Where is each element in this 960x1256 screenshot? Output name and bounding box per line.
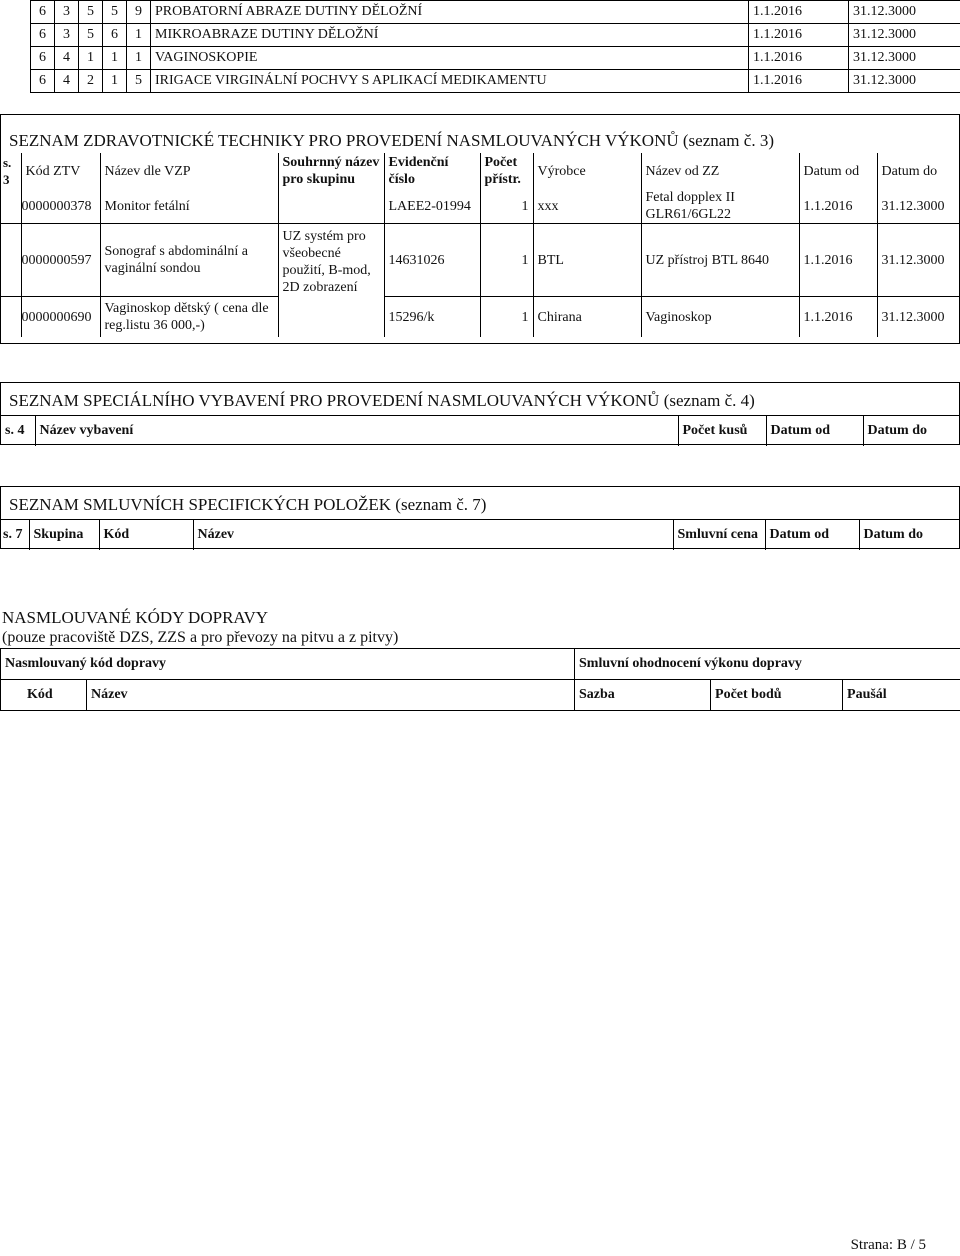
col-header: Kód bbox=[1, 680, 87, 711]
procedure-name: PROBATORNÍ ABRAZE DUTINY DĚLOŽNÍ bbox=[151, 1, 749, 24]
col-header-datum-od: Datum od bbox=[799, 153, 877, 189]
col-header-evidencni: Evidenční číslo bbox=[384, 153, 480, 189]
col-header-souhrnny: Souhrnný název pro skupinu bbox=[278, 153, 384, 189]
table-row bbox=[1, 189, 959, 224]
procedure-to: 31.12.3000 bbox=[849, 70, 960, 93]
procedure-c2: 4 bbox=[55, 70, 79, 93]
procedure-c3: 1 bbox=[79, 47, 103, 70]
procedure-row bbox=[31, 24, 960, 47]
seznam-4-section bbox=[0, 382, 960, 445]
col-header: Datum od bbox=[765, 520, 859, 551]
seznam-7-title: SEZNAM SMLUVNÍCH SPECIFICKÝCH POLOŽEK (seznam č. 7) bbox=[9, 495, 487, 514]
row-nazev-zz: Vaginoskop bbox=[641, 297, 799, 338]
col-header: Datum od bbox=[766, 416, 863, 447]
procedure-name: MIKROABRAZE DUTINY DĚLOŽNÍ bbox=[151, 24, 749, 47]
row-vyrobce: xxx bbox=[533, 189, 641, 224]
col-header: Název bbox=[87, 680, 575, 711]
procedure-c5: 1 bbox=[127, 24, 151, 47]
row-nazev: Vaginoskop dětský ( cena dle reg.listu 36 000,-) bbox=[100, 297, 278, 338]
procedure-c2: 4 bbox=[55, 47, 79, 70]
col-header-datum-do: Datum do bbox=[881, 163, 938, 179]
col-header: Sazba bbox=[575, 680, 711, 711]
seznam-4-title: SEZNAM SPECIÁLNÍHO VYBAVENÍ PRO PROVEDENÍ NASMLOUVANÝCH VÝKONŮ (seznam č. 4) bbox=[9, 391, 755, 410]
col-header: Název vybavení bbox=[35, 416, 678, 447]
row-datum-od: 1.1.2016 bbox=[799, 189, 877, 224]
row-nazev: Monitor fetální bbox=[100, 189, 278, 224]
row-vyrobce: Chirana bbox=[533, 297, 641, 338]
row-pocet: 1 bbox=[480, 224, 533, 297]
procedure-c3: 5 bbox=[79, 24, 103, 47]
table-row bbox=[1, 224, 959, 297]
procedure-c4: 1 bbox=[103, 70, 127, 93]
procedure-c4: 6 bbox=[103, 24, 127, 47]
row-datum-do: 31.12.3000 bbox=[877, 224, 959, 297]
row-evidencni: LAEE2-01994 bbox=[384, 189, 480, 224]
col-header-kod: Kód ZTV bbox=[21, 153, 100, 189]
col-header: Kód bbox=[99, 520, 193, 551]
row-nazev-zz: UZ přístroj BTL 8640 bbox=[641, 224, 799, 297]
col-header: Datum do bbox=[859, 520, 959, 551]
col-header: Název bbox=[193, 520, 673, 551]
procedure-c3: 5 bbox=[79, 1, 103, 24]
procedure-c2: 3 bbox=[55, 24, 79, 47]
col-header-vyrobce: Výrobce bbox=[533, 153, 641, 189]
doprava-subtitle: (pouze pracoviště DZS, ZZS a pro převozy na pitvu a z pitvy) bbox=[2, 629, 399, 646]
col-header: s. 7 bbox=[1, 520, 29, 551]
procedure-from: 1.1.2016 bbox=[749, 1, 849, 24]
row-pocet: 1 bbox=[480, 297, 533, 338]
col-header: s. 4 bbox=[1, 416, 35, 447]
doprava-header-right: Smluvní ohodnocení výkonu dopravy bbox=[575, 649, 960, 680]
seznam-3-title: SEZNAM ZDRAVOTNICKÉ TECHNIKY PRO PROVEDENÍ NASMLOUVANÝCH VÝKONŮ (seznam č. 3) bbox=[9, 131, 774, 150]
col-header-pocet: Počet přístr. bbox=[480, 153, 533, 189]
procedure-row bbox=[31, 1, 960, 24]
procedure-c5: 1 bbox=[127, 47, 151, 70]
row-evidencni: 14631026 bbox=[384, 224, 480, 297]
seznam-4-table bbox=[1, 415, 959, 446]
seznam-3-section bbox=[0, 114, 960, 344]
col-header: Počet kusů bbox=[678, 416, 766, 447]
doprava-title: NASMLOUVANÉ KÓDY DOPRAVY bbox=[2, 608, 269, 627]
procedure-to: 31.12.3000 bbox=[849, 47, 960, 70]
procedure-row bbox=[31, 70, 960, 93]
col-header-nazev-vzp: Název dle VZP bbox=[100, 153, 278, 189]
table-row bbox=[1, 297, 959, 338]
col-header: Skupina bbox=[29, 520, 99, 551]
procedure-from: 1.1.2016 bbox=[749, 47, 849, 70]
procedure-c4: 5 bbox=[103, 1, 127, 24]
procedure-c4: 1 bbox=[103, 47, 127, 70]
col-header: Počet bodů bbox=[711, 680, 843, 711]
procedure-c3: 2 bbox=[79, 70, 103, 93]
procedure-c5: 9 bbox=[127, 1, 151, 24]
seznam-3-table bbox=[1, 153, 959, 337]
row-kod: 0000000597 bbox=[21, 224, 100, 297]
procedure-from: 1.1.2016 bbox=[749, 24, 849, 47]
doprava-header-left: Nasmlouvaný kód dopravy bbox=[1, 649, 575, 680]
row-vyrobce: BTL bbox=[533, 224, 641, 297]
row-datum-od: 1.1.2016 bbox=[799, 297, 877, 338]
col-header: Smluvní cena bbox=[673, 520, 765, 551]
row-nazev-zz: Fetal dopplex II GLR61/6GL22 bbox=[641, 189, 799, 224]
procedure-c1: 6 bbox=[31, 70, 55, 93]
col-header-s: s. 3 bbox=[1, 153, 21, 189]
row-nazev: Sonograf s abdominální a vaginální sondou bbox=[100, 224, 278, 297]
procedure-c1: 6 bbox=[31, 47, 55, 70]
row-pocet: 1 bbox=[480, 189, 533, 224]
seznam-7-section bbox=[0, 486, 960, 549]
row-datum-do: 31.12.3000 bbox=[881, 198, 945, 214]
procedure-c2: 3 bbox=[55, 1, 79, 24]
procedure-from: 1.1.2016 bbox=[749, 70, 849, 93]
procedure-row bbox=[31, 47, 960, 70]
procedure-c1: 6 bbox=[31, 1, 55, 24]
page-number: Strana: B / 5 bbox=[850, 1237, 926, 1253]
row-kod: 0000000378 bbox=[21, 189, 100, 224]
row-kod: 0000000690 bbox=[21, 297, 100, 338]
row-datum-od: 1.1.2016 bbox=[799, 224, 877, 297]
doprava-table bbox=[0, 648, 960, 711]
procedure-to: 31.12.3000 bbox=[849, 1, 960, 24]
group-name: UZ systém pro všeobecné použití, B-mod, 2D zobrazení bbox=[278, 224, 384, 338]
procedure-c5: 5 bbox=[127, 70, 151, 93]
procedure-table bbox=[30, 0, 960, 93]
procedure-c1: 6 bbox=[31, 24, 55, 47]
row-datum-do: 31.12.3000 bbox=[877, 297, 959, 338]
procedure-name: VAGINOSKOPIE bbox=[151, 47, 749, 70]
procedure-to: 31.12.3000 bbox=[849, 24, 960, 47]
procedure-name: IRIGACE VIRGINÁLNÍ POCHVY S APLIKACÍ MEDIKAMENTU bbox=[151, 70, 749, 93]
col-header: Datum do bbox=[863, 416, 959, 447]
seznam-7-table bbox=[1, 519, 959, 550]
row-evidencni: 15296/k bbox=[384, 297, 480, 338]
col-header: Paušál bbox=[843, 680, 960, 711]
col-header-nazev-zz: Název od ZZ bbox=[641, 153, 799, 189]
